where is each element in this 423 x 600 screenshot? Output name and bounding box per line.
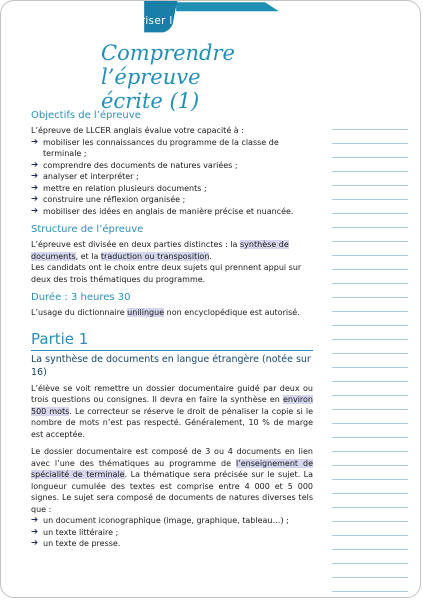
- list-item: ➔ analyser et interpréter ;: [31, 171, 139, 181]
- fiche-label: Fiche: [13, 35, 29, 70]
- title-line-1: Comprendre l’épreuve: [101, 41, 235, 89]
- documents-list: [31, 515, 313, 550]
- partie-1-subheading: La synthèse de documents en langue étrangère (notée sur 16): [31, 353, 311, 378]
- arrow-icon: ➔: [31, 515, 39, 525]
- arrow-icon: ➔: [31, 171, 39, 181]
- list-item: ➔ mobiliser des idées en anglais de manière précise et nuancée.: [31, 205, 294, 216]
- arrow-icon: ➔: [31, 159, 39, 170]
- arrow-icon: ➔: [31, 538, 39, 548]
- list-item: ➔ mettre en relation plusieurs documents ;: [31, 182, 207, 193]
- highlight: environ 500 mots: [31, 395, 313, 416]
- duree-heading: Durée : 3 heures 30: [31, 292, 131, 303]
- main-content: [31, 109, 313, 550]
- highlight: l’enseignement de spécialité de terminale: [31, 458, 313, 479]
- section-banner: [176, 2, 279, 11]
- objectifs-list: [31, 137, 313, 218]
- duree-paragraph: L’usage du dictionnaire unilingue non encyclopédique est autorisé.: [31, 308, 300, 317]
- partie-1-heading: Partie 1: [31, 330, 313, 351]
- arrow-icon: ➔: [31, 194, 39, 204]
- highlight: unilingue: [127, 308, 165, 317]
- list-item: ➔ un texte littéraire ;: [31, 526, 119, 537]
- arrow-icon: ➔: [31, 182, 39, 193]
- objectifs-heading: Objectifs de l’épreuve: [31, 110, 141, 121]
- structure-paragraph-2: Les candidats ont le choix entre deux sujets qui prennent appui sur deux des trois thématiques du programme.: [31, 263, 302, 284]
- list-item: ➔ comprendre des documents de natures variées ;: [31, 159, 238, 170]
- partie-1-paragraph-1: L’élève se voit remettre un dossier documentaire guidé par deux ou trois questions ou consignes. Il devra en faire la synthèse en environ 500 mots. Le correcteur se réserve le droit de pénaliser la copie si le nombre de mots n’est pas respecté. Généralement, 10 % de marge est acceptée.: [31, 383, 314, 439]
- objectifs-intro: L’épreuve de LLCER anglais évalue votre capacité à :: [31, 126, 244, 135]
- list-item: ➔ construire une réflexion organisée ;: [31, 194, 186, 204]
- highlight: traduction ou transposition: [100, 251, 210, 261]
- structure-heading: Structure de l’épreuve: [31, 224, 144, 235]
- note-lines: [332, 116, 408, 592]
- arrow-icon: ➔: [31, 205, 39, 216]
- structure-paragraph-1: L’épreuve est divisée en deux parties distinctes : la synthèse de documents, et la traduction ou transposition.: [31, 240, 289, 261]
- arrow-icon: ➔: [31, 136, 39, 147]
- fiche-number: 27: [32, 16, 96, 74]
- title-line-2: écrite (1): [101, 89, 200, 113]
- list-item: ➔ un document iconographique (image, graphique, tableau…) ;: [31, 515, 289, 525]
- highlight: synthèse de documents: [31, 240, 289, 261]
- partie-1-paragraph-2: Le dossier documentaire est composé de 3 ou 4 documents en lien avec l’une des thématiques au programme de l’enseignement de spécialité de terminale. La thématique sera précisée sur le sujet. La longueur cumulée des textes est comprise entre 4 000 et 5 000 signes. Le sujet sera composé de documents de natures diverses tels que :: [31, 447, 313, 514]
- page-title: [101, 41, 321, 113]
- list-item: ➔ un texte de presse.: [31, 538, 121, 548]
- list-item: ➔ mobiliser les connaissances du programme de la classe de terminale ;: [31, 136, 279, 158]
- arrow-icon: ➔: [31, 526, 39, 537]
- section-label: Maîtriser les épreuves: [117, 15, 240, 27]
